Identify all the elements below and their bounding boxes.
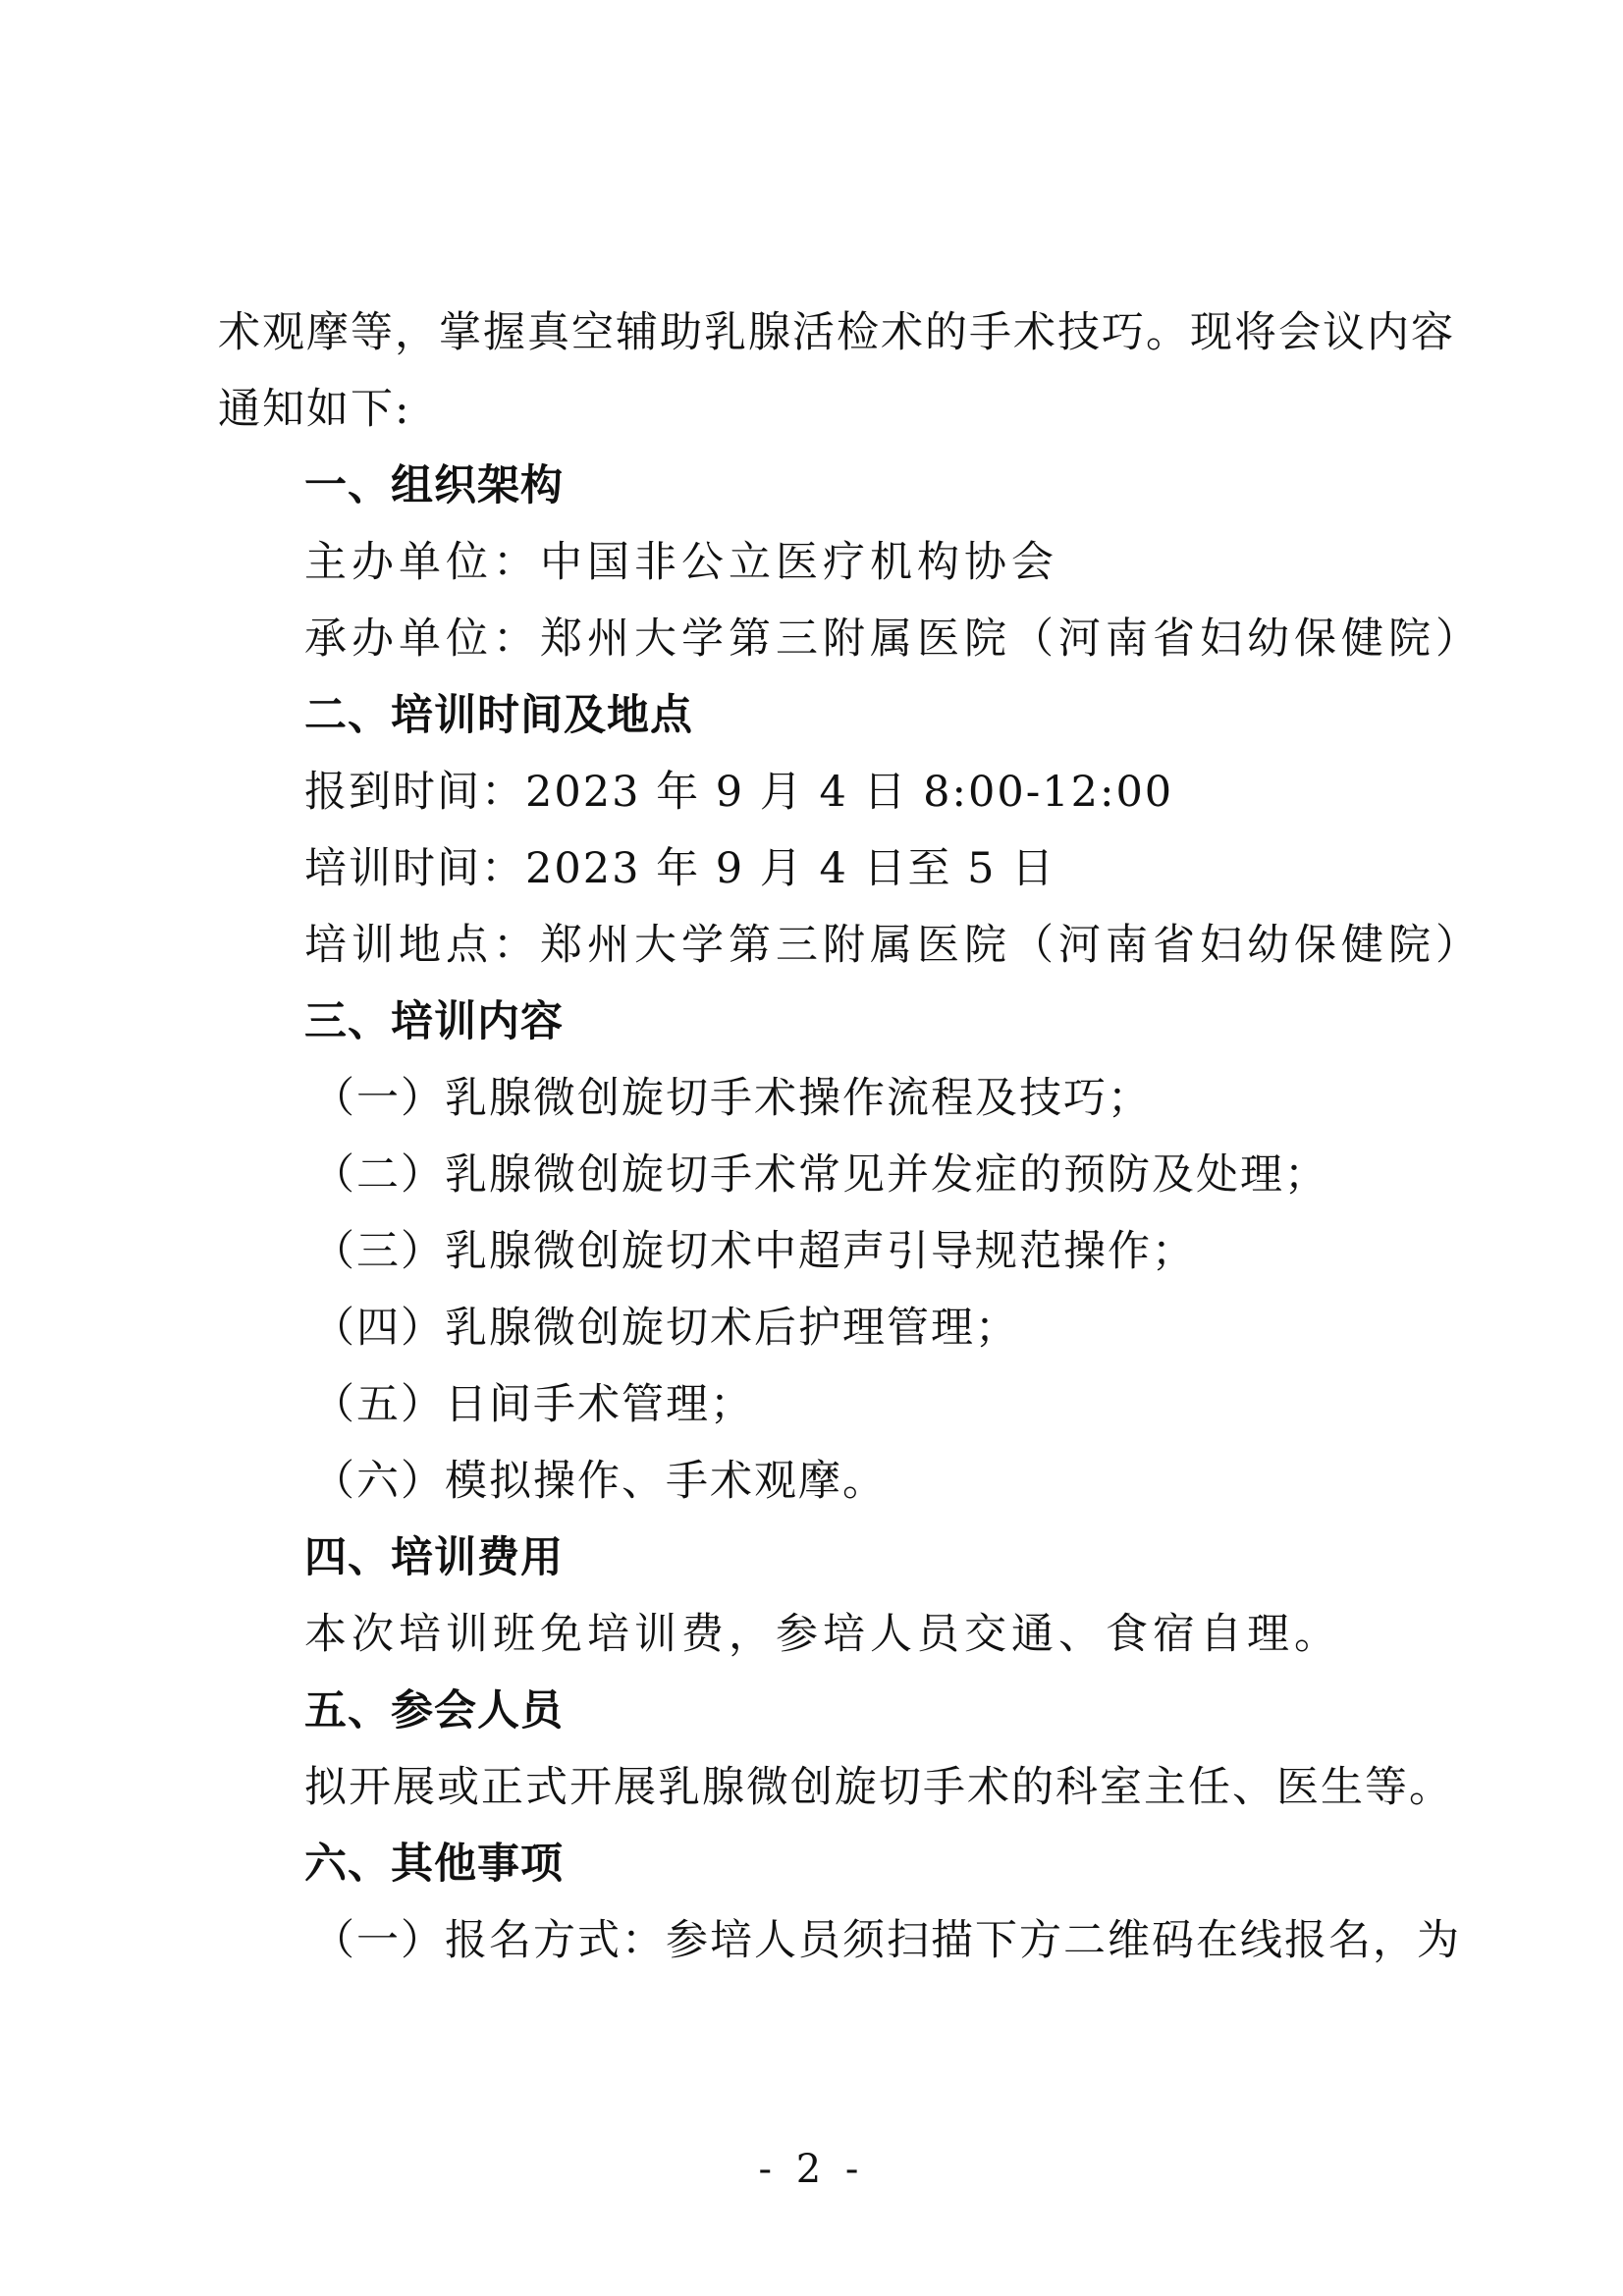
paragraph-line: 术观摩等，掌握真空辅助乳腺活检术的手术技巧。现将会议内容 bbox=[218, 308, 1455, 357]
training-time: 培训时间：2023 年 9 月 4 日至 5 日 bbox=[304, 844, 1056, 893]
attendees-text: 拟开展或正式开展乳腺微创旋切手术的科室主任、医生等。 bbox=[304, 1763, 1453, 1812]
section-heading-training-content: 三、培训内容 bbox=[304, 997, 564, 1046]
training-content-item: （三）乳腺微创旋切术中超声引导规范操作； bbox=[312, 1227, 1196, 1276]
section-heading-other-matters: 六、其他事项 bbox=[304, 1840, 564, 1889]
page-number: - 2 - bbox=[758, 2147, 865, 2192]
training-location: 培训地点：郑州大学第三附属医院（河南省妇幼保健院） bbox=[304, 921, 1483, 970]
training-content-item: （二）乳腺微创旋切手术常见并发症的预防及处理； bbox=[312, 1150, 1328, 1200]
training-content-item: （四）乳腺微创旋切术后护理管理； bbox=[312, 1304, 1019, 1353]
organizer-unit: 承办单位：郑州大学第三附属医院（河南省妇幼保健院） bbox=[304, 614, 1483, 664]
registration-time: 报到时间：2023 年 9 月 4 日 8:00-12:00 bbox=[304, 768, 1174, 817]
section-heading-organization: 一、组织架构 bbox=[304, 461, 564, 510]
training-content-item: （五）日间手术管理； bbox=[312, 1380, 754, 1429]
document-body bbox=[218, 294, 1483, 1979]
section-heading-time-location: 二、培训时间及地点 bbox=[304, 691, 693, 740]
training-content-item: （六）模拟操作、手术观摩。 bbox=[312, 1457, 887, 1506]
section-heading-attendees: 五、参会人员 bbox=[304, 1686, 564, 1735]
fees-text: 本次培训班免培训费，参培人员交通、食宿自理。 bbox=[304, 1610, 1341, 1659]
section-heading-fees: 四、培训费用 bbox=[304, 1533, 564, 1582]
paragraph-line: 通知如下: bbox=[218, 385, 411, 434]
host-unit: 主办单位：中国非公立医疗机构协会 bbox=[304, 538, 1058, 587]
training-content-item: （一）乳腺微创旋切手术操作流程及技巧； bbox=[312, 1074, 1152, 1123]
other-matters-item: （一）报名方式：参培人员须扫描下方二维码在线报名，为 bbox=[312, 1916, 1461, 1965]
